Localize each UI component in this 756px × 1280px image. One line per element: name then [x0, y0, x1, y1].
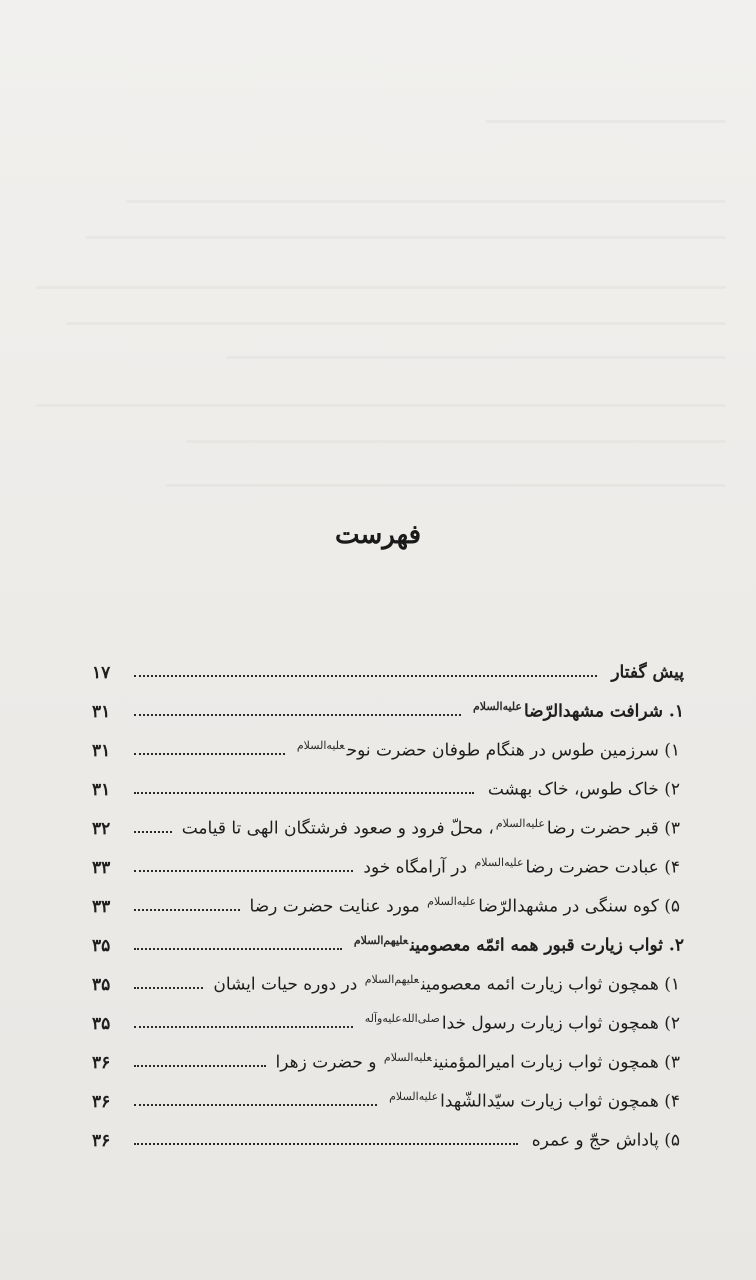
toc-entry-label — [244, 895, 684, 917]
toc-item-row — [92, 1034, 684, 1073]
toc-page-number: ۳۵ — [92, 975, 111, 995]
toc-page-number: ۳۲ — [92, 819, 111, 839]
dot-leader — [134, 674, 597, 677]
dot-leader — [134, 947, 342, 950]
toc-entry-label — [357, 856, 684, 878]
toc-page-number: ۳۵ — [92, 936, 111, 956]
dot-leader — [134, 908, 240, 911]
toc-section-row — [92, 917, 684, 956]
bleed-through-line — [86, 236, 726, 239]
toc-entry-label — [522, 1129, 684, 1151]
dot-leader — [134, 713, 461, 716]
dot-leader — [134, 986, 203, 989]
honorific-glyph: عليه‌السلام — [472, 700, 522, 714]
toc-entry-title: ۴) عبادت حضرت رضا — [525, 858, 680, 878]
toc-item-row — [92, 1073, 684, 1112]
toc-page-number: ۳۱ — [92, 741, 111, 761]
toc-entry-suffix: در آرامگاه خود — [363, 858, 473, 878]
dot-leader — [134, 1064, 266, 1067]
dot-leader — [134, 752, 285, 755]
dot-leader — [134, 869, 353, 872]
toc-entry-suffix: در دوره حیات ایشان — [213, 975, 363, 995]
toc-entry-title: ۵) پاداش حجّ و عمره — [531, 1131, 680, 1151]
toc-page-number: ۳۶ — [92, 1131, 111, 1151]
honorific-glyph: عليه‌السلام — [296, 739, 345, 753]
toc-item-row — [92, 722, 684, 761]
toc-entry-suffix: ، محلّ فرود و صعود فرشتگان الهی تا قیامت — [181, 819, 494, 839]
toc-entry-title: ۵) کوه سنگی در مشهدالرّضا — [478, 897, 680, 917]
table-of-contents — [92, 644, 684, 1151]
dot-leader — [134, 1025, 353, 1028]
toc-entry-label — [346, 934, 684, 956]
bleed-through-line — [186, 440, 726, 443]
dot-leader — [134, 1103, 377, 1106]
bleed-through-line — [226, 356, 726, 359]
honorific-glyph: عليهم‌السلام — [353, 934, 409, 948]
dot-leader — [134, 830, 172, 833]
page-title: فهرست — [334, 520, 422, 550]
bleed-through-line — [66, 322, 726, 325]
toc-entry-title: پیش گفتار — [611, 663, 684, 683]
toc-item-row — [92, 956, 684, 995]
toc-section-row — [92, 644, 684, 683]
toc-page-number: ۳۶ — [92, 1092, 111, 1112]
toc-entry-label — [357, 1012, 684, 1034]
toc-entry-label — [289, 739, 684, 761]
toc-item-row — [92, 878, 684, 917]
toc-entry-suffix: مورد عنایت حضرت رضا — [249, 897, 426, 917]
toc-page-number: ۳۵ — [92, 1014, 111, 1034]
toc-entry-title: ۲. ثواب زیارت قبور همه ائمّه معصومین — [410, 936, 684, 956]
toc-page-number: ۳۳ — [92, 897, 111, 917]
toc-entry-title: ۱. شرافت مشهدالرّضا — [524, 702, 684, 722]
toc-page-number: ۳۳ — [92, 858, 111, 878]
toc-item-row — [92, 839, 684, 878]
toc-entry-suffix: و حضرت زهرا — [275, 1053, 382, 1073]
toc-entry-label — [270, 1051, 684, 1073]
toc-entry-title: ۳) همچون ثواب زیارت امیرالمؤمنین — [433, 1053, 680, 1073]
bleed-through-line — [166, 484, 726, 487]
dot-leader — [134, 791, 474, 794]
honorific-glyph: عليه‌السلام — [495, 817, 545, 831]
toc-entry-title: ۴) همچون ثواب زیارت سیّدالشّهدا — [440, 1092, 680, 1112]
toc-entry-label — [176, 817, 684, 839]
bleed-through-line — [126, 200, 726, 203]
toc-page-number: ۳۶ — [92, 1053, 111, 1073]
bleed-through-line — [36, 404, 726, 407]
honorific-glyph: عليه‌السلام — [383, 1051, 432, 1065]
toc-entry-title: ۲) خاک طوس، خاک بهشت — [487, 780, 680, 800]
toc-entry-label — [465, 700, 684, 722]
toc-page-number: ۱۷ — [92, 663, 111, 683]
honorific-glyph: عليه‌السلام — [427, 895, 477, 909]
dot-leader — [134, 1142, 518, 1145]
toc-entry-label — [381, 1090, 684, 1112]
toc-page-number: ۳۱ — [92, 780, 111, 800]
toc-section-row — [92, 683, 684, 722]
toc-entry-title: ۲) همچون ثواب زیارت رسول خدا — [441, 1014, 680, 1034]
toc-item-row — [92, 1112, 684, 1151]
toc-item-row — [92, 761, 684, 800]
honorific-glyph: عليه‌السلام — [389, 1090, 439, 1104]
toc-entry-title: ۱) سرزمین طوس در هنگام طوفان حضرت نوح — [346, 741, 680, 761]
toc-entry-label — [207, 973, 684, 995]
toc-entry-title: ۳) قبر حضرت رضا — [546, 819, 680, 839]
toc-item-row — [92, 800, 684, 839]
toc-page-number: ۳۱ — [92, 702, 111, 722]
honorific-glyph: عليه‌السلام — [474, 856, 524, 870]
toc-entry-label — [601, 661, 684, 683]
honorific-glyph: صلى‌الله‌عليه‌وآله — [364, 1012, 440, 1026]
bleed-through-line — [36, 286, 726, 289]
bleed-through-line — [486, 120, 726, 123]
toc-item-row — [92, 995, 684, 1034]
toc-entry-label — [478, 778, 684, 800]
toc-entry-title: ۱) همچون ثواب زیارت ائمه معصومین — [421, 975, 680, 995]
honorific-glyph: عليهم‌السلام — [364, 973, 419, 987]
